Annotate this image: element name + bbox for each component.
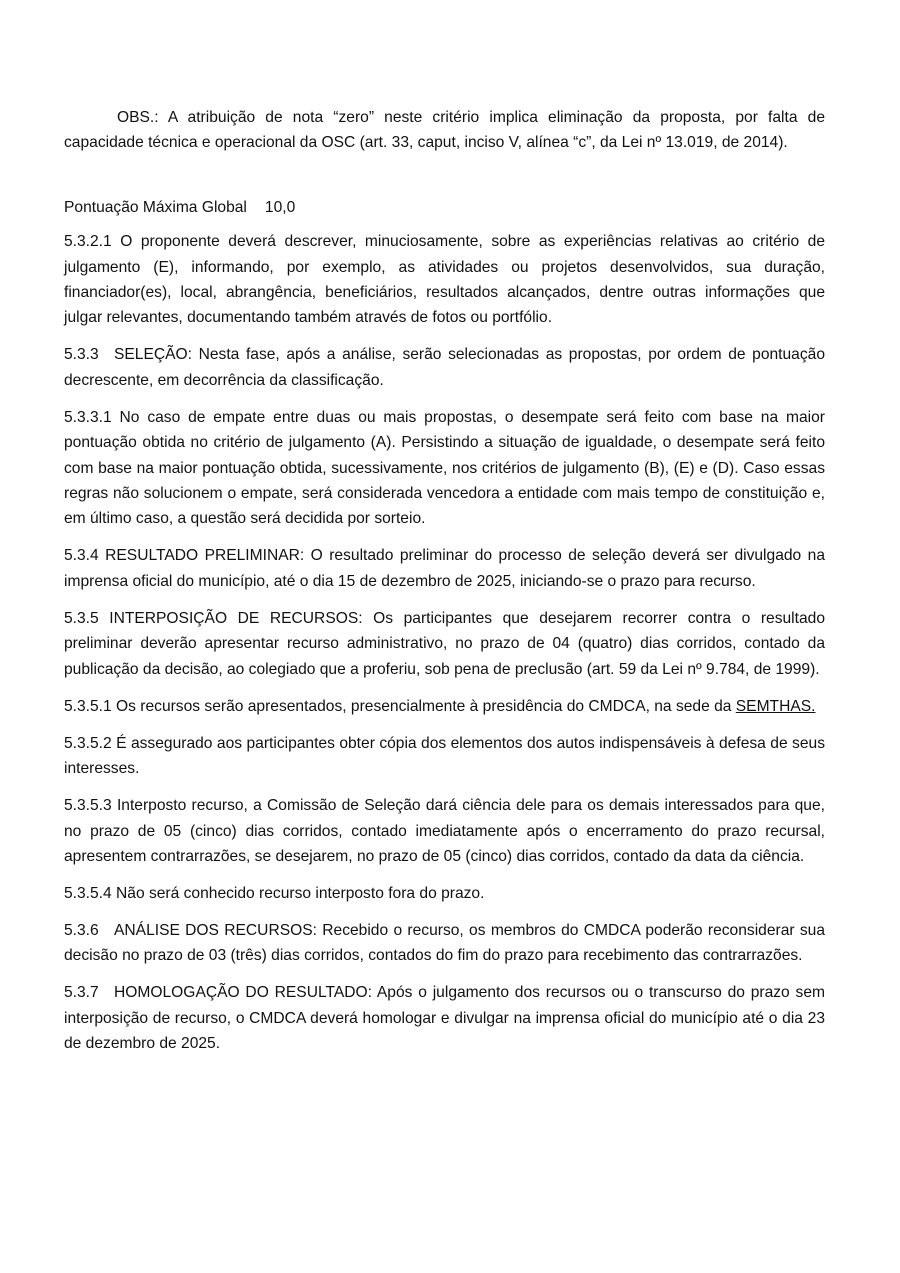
section-5-3-6 — [64, 918, 825, 969]
section-number: 5.3.7 — [64, 984, 99, 1002]
semthas-link: SEMTHAS. — [735, 697, 816, 715]
section-5-3-5-3: 5.3.5.3 Interposto recurso, a Comissão de Seleção dará ciência dele para os demais interessados para que, no prazo de 05 (cinco) dias corridos, contado imediatamente após o encerramento do prazo recursal, apresentem contrarrazões, se desejarem, no prazo de 05 (cinco) dias corridos, contado da data da ciência. — [64, 797, 825, 865]
section-5-3-5: 5.3.5 INTERPOSIÇÃO DE RECURSOS: Os participantes que desejarem recorrer contra o resultado preliminar deverão apresentar recurso administrativo, no prazo de 04 (quatro) dias corridos, contado da publicação da decisão, ao colegiado que a proferiu, sob pena de preclusão (art. 59 da Lei nº 9.784, de 1999). — [64, 609, 825, 678]
section-5-3-5-1 — [64, 694, 825, 719]
section-text: ANÁLISE DOS RECURSOS: Recebido o recurso, os membros do CMDCA poderão reconsiderar sua decisão no prazo de 03 (três) dias corridos, contados do fim do prazo para recebimento das contrarrazões. — [64, 921, 825, 965]
section-text: SELEÇÃO: Nesta fase, após a análise, serão selecionadas as propostas, por ordem de pontuação decrescente, em decorrência da classificação. — [64, 346, 825, 389]
section-5-3-2-1: 5.3.2.1 O proponente deverá descrever, minuciosamente, sobre as experiências relativas ao critério de julgamento (E), informando, por exemplo, as atividades ou projetos desenvolvidos, sua duração, financiador(es), local, abrangência, beneficiários, resultados alcançados, dentre outras informações que julgar relevantes, documentando também através de fotos ou portfólio. — [64, 233, 825, 327]
section-5-3-5-4: 5.3.5.4 Não será conhecido recurso interposto fora do prazo. — [64, 884, 485, 902]
section-number: 5.3.3 — [64, 346, 99, 364]
section-text: 5.3.5.1 Os recursos serão apresentados, presencialmente à presidência do CMDCA, na sede da — [64, 697, 736, 715]
max-score-line — [64, 195, 825, 220]
section-number: 5.3.6 — [64, 921, 99, 939]
section-5-3-3-1: 5.3.3.1 No caso de empate entre duas ou mais propostas, o desempate será feito com base na maior pontuação obtida no critério de julgamento (A). Persistindo a situação de igualdade, o desempate será feito com base na maior pontuação obtida, sucessivamente, nos critérios de julgamento (B), (E) e (D). Caso essas regras não solucionem o empate, será considerada vencedora a entidade com mais tempo de constituição e, em último caso, a questão será decidida por sorteio. — [64, 408, 825, 528]
obs-paragraph: OBS.: A atribuição de nota “zero” neste critério implica eliminação da proposta, por falta de capacidade técnica e operacional da OSC (art. 33, caput, inciso V, alínea “c”, da Lei nº 13.019, de 2014). — [64, 109, 825, 152]
section-text: HOMOLOGAÇÃO DO RESULTADO: Após o julgamento dos recursos ou o transcurso do prazo sem interposição de recurso, o CMDCA deverá homologar e divulgar na imprensa oficial do município até o dia 23 de dezembro de 2025. — [64, 984, 825, 1053]
section-5-3-5-2: 5.3.5.2 É assegurado aos participantes obter cópia dos elementos dos autos indispensáveis à defesa de seus interesses. — [64, 734, 825, 778]
max-score-label: Pontuação Máxima Global — [64, 198, 247, 216]
section-5-3-7 — [64, 980, 825, 1056]
max-score-value: 10,0 — [264, 198, 296, 216]
section-5-3-3 — [64, 342, 825, 393]
section-5-3-4: 5.3.4 RESULTADO PRELIMINAR: O resultado preliminar do processo de seleção deverá ser divulgado na imprensa oficial do município, até o dia 15 de dezembro de 2025, iniciando-se o prazo para recurso. — [64, 547, 825, 590]
document-page — [64, 105, 825, 1068]
